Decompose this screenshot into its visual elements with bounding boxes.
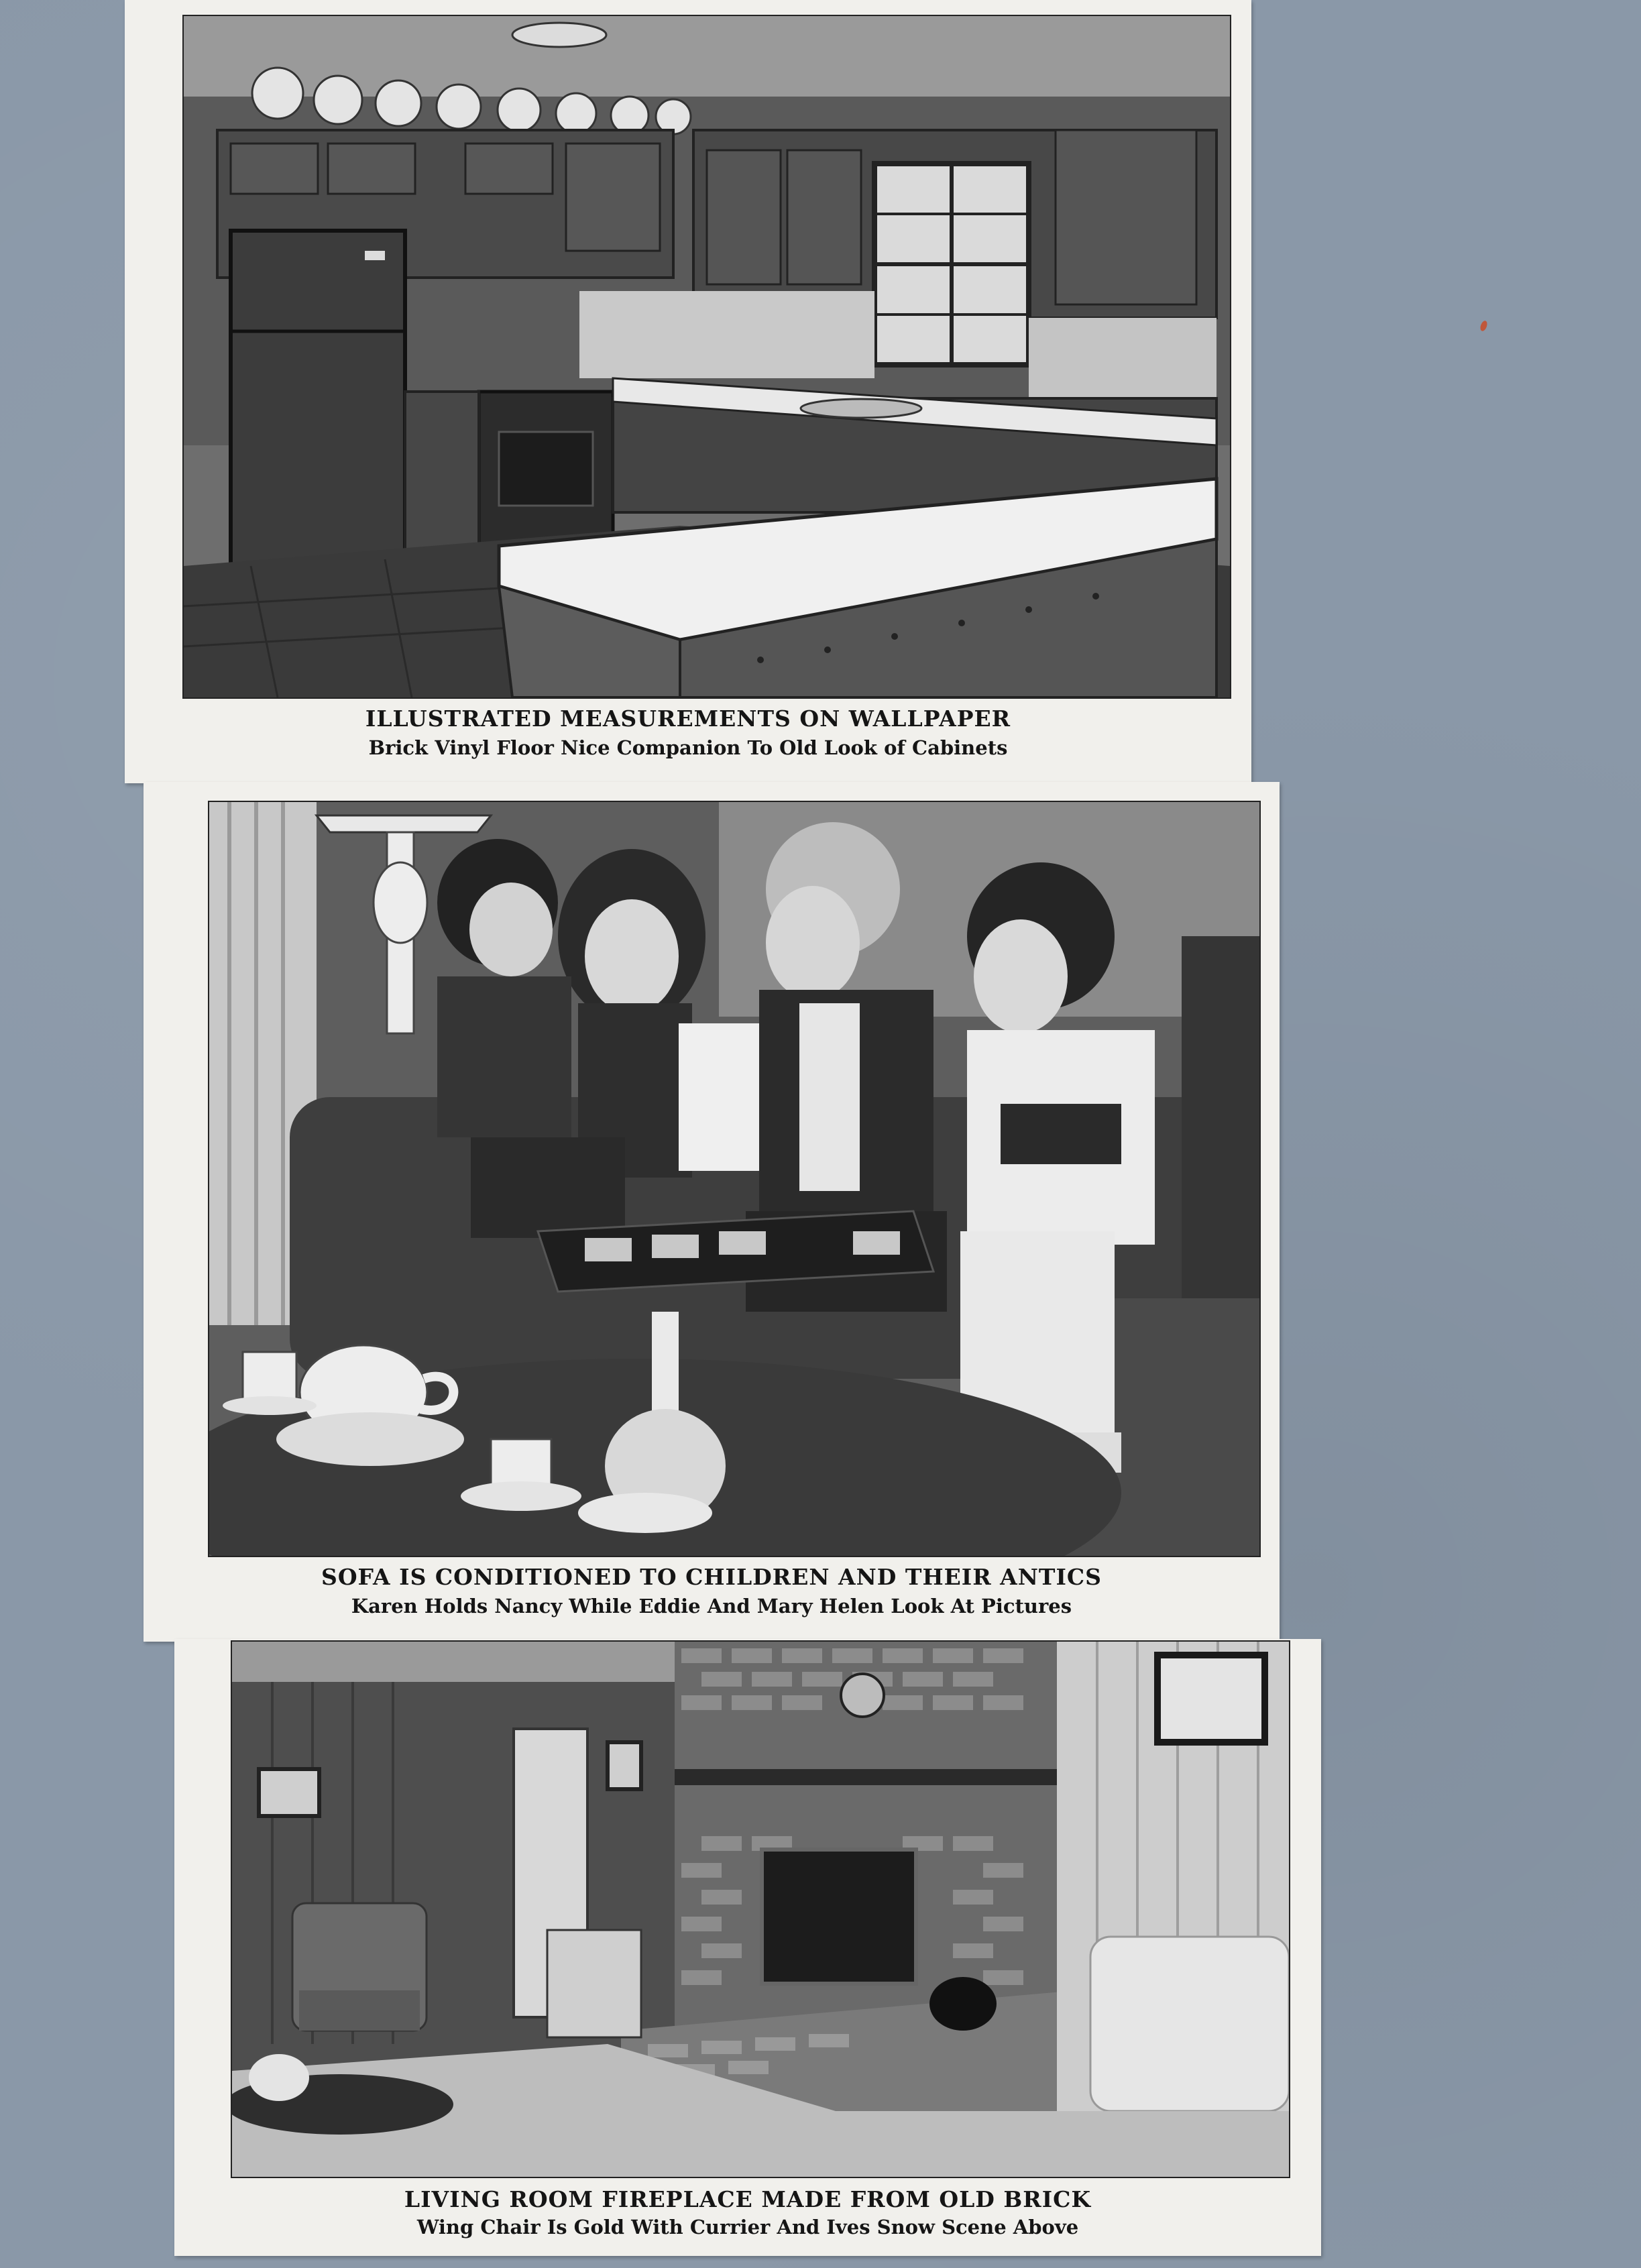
fireplace-caption-headline: LIVING ROOM FIREPLACE MADE FROM OLD BRICK [404,2186,1092,2212]
kitchen-caption-subhead: Brick Vinyl Floor Nice Companion To Old Look of Cabinets [368,736,1008,759]
kitchen-caption-headline: ILLUSTRATED MEASUREMENTS ON WALLPAPER [365,705,1011,732]
kitchen-illustration [184,16,1230,697]
sofa-photo [208,801,1261,1557]
sofa-illustration [209,802,1259,1556]
fireplace-illustration [232,1642,1289,2177]
kitchen-clipping [125,0,1251,783]
fireplace-clipping [174,1639,1321,2256]
kitchen-photo [182,15,1231,699]
sofa-clipping [144,782,1280,1642]
sofa-caption-subhead: Karen Holds Nancy While Eddie And Mary Helen Look At Pictures [351,1595,1072,1618]
fireplace-photo [231,1640,1290,2178]
fireplace-caption-subhead: Wing Chair Is Gold With Currier And Ives Snow Scene Above [416,2216,1079,2238]
red-speck [1479,320,1489,332]
sofa-caption-headline: SOFA IS CONDITIONED TO CHILDREN AND THEIR ANTICS [321,1564,1102,1590]
